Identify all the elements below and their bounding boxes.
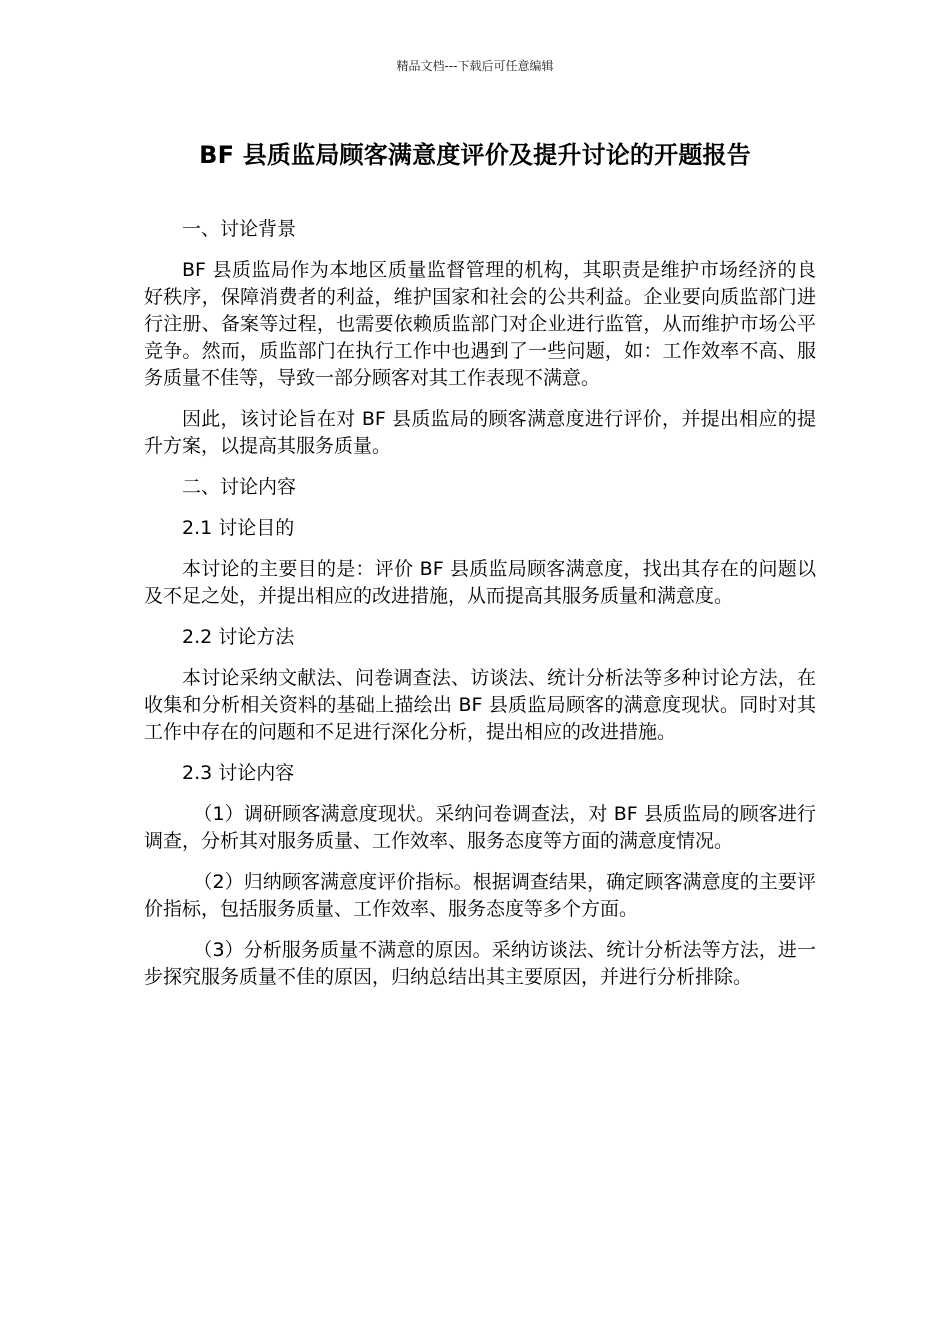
subsection-heading-method: 2.2 讨论方法 (182, 626, 295, 648)
document-title: BF 县质监局顾客满意度评价及提升讨论的开题报告 (199, 141, 751, 169)
paragraph-method: 本讨论采纳文献法、问卷调查法、访谈法、统计分析法等多种讨论方法，在收集和分析相关资料的基础上描绘出 BF 县质监局顾客的满意度现状。同时对其工作中存在的问题和不足进行深化分析，提出相应的改进措施。 (144, 667, 816, 743)
page-header: 精品文档---下载后可任意编辑 (396, 59, 554, 73)
document-body (144, 216, 816, 1005)
subsection-heading-purpose: 2.1 讨论目的 (182, 517, 295, 539)
paragraph-purpose: 本讨论的主要目的是：评价 BF 县质监局顾客满意度，找出其存在的问题以及不足之处，并提出相应的改进措施，从而提高其服务质量和满意度。 (144, 558, 816, 607)
section-heading-content: 二、讨论内容 (182, 476, 297, 498)
list-item-2: （2）归纳顾客满意度评价指标。根据调查结果，确定顾客满意度的主要评价指标，包括服务质量、工作效率、服务态度等多个方面。 (144, 871, 816, 920)
paragraph-background-2: 因此，该讨论旨在对 BF 县质监局的顾客满意度进行评价，并提出相应的提升方案，以提高其服务质量。 (144, 408, 816, 457)
list-item-3: （3）分析服务质量不满意的原因。采纳访谈法、统计分析法等方法，进一步探究服务质量不佳的原因，归纳总结出其主要原因，并进行分析排除。 (144, 939, 816, 988)
paragraph-background-1: BF 县质监局作为本地区质量监督管理的机构，其职责是维护市场经济的良好秩序，保障消费者的利益，维护国家和社会的公共利益。企业要向质监部门进行注册、备案等过程，也需要依赖质监部门对企业进行监管，从而维护市场公平竞争。然而，质监部门在执行工作中也遇到了一些问题，如：工作效率不高、服务质量不佳等，导致一部分顾客对其工作表现不满意。 (144, 259, 816, 389)
subsection-heading-content: 2.3 讨论内容 (182, 762, 295, 784)
list-item-1: （1）调研顾客满意度现状。采纳问卷调查法，对 BF 县质监局的顾客进行调查，分析其对服务质量、工作效率、服务态度等方面的满意度情况。 (144, 803, 816, 852)
section-heading-background: 一、讨论背景 (182, 218, 297, 240)
